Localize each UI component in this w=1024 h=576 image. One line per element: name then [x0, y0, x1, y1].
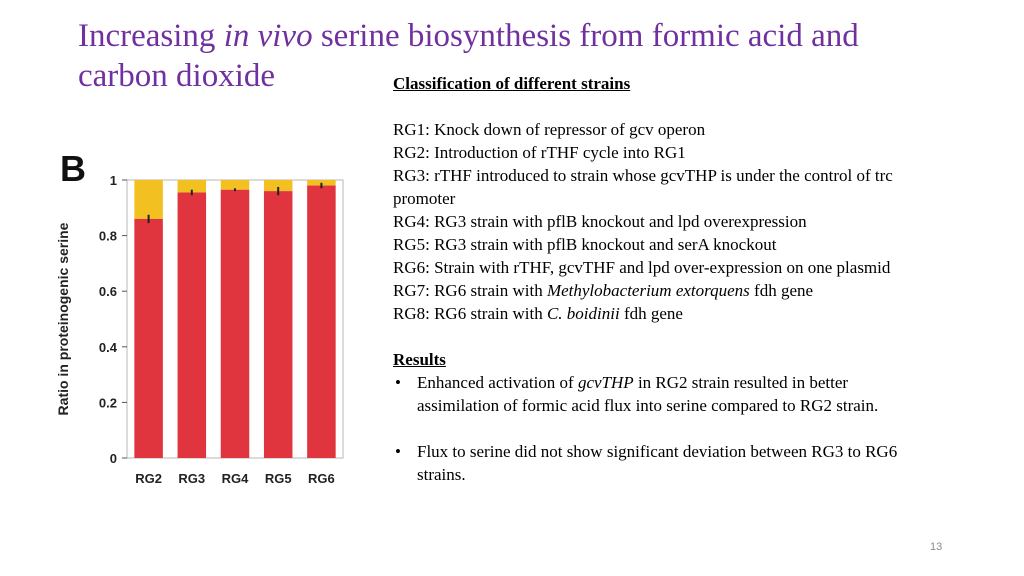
bar-remainder: [134, 180, 163, 219]
bar-remainder: [221, 180, 250, 190]
x-tick-label: RG6: [308, 471, 335, 486]
strain-rg8: RG8: RG6 strain with C. boidinii fdh gene: [393, 304, 683, 323]
strain-rg5: RG5: RG3 strain with pflB knockout and serA knockout: [393, 235, 777, 254]
result-bullet-1: • Enhanced activation of gcvTHP in RG2 strain resulted in better assimilation of formic acid flux into serine compared to RG2 strain.: [395, 373, 879, 415]
strain-rg4: RG4: RG3 strain with pflB knockout and lpd overexpression: [393, 212, 807, 231]
serine-ratio-chart: [50, 145, 350, 490]
results-heading: Results: [393, 350, 446, 369]
results-list: [393, 371, 933, 417]
title-part1: Increasing: [78, 18, 224, 54]
results-list-2: [393, 440, 933, 486]
strain-rg7: RG7: RG6 strain with Methylobacterium extorquens fdh gene: [393, 281, 814, 300]
page-number: 13: [930, 541, 943, 553]
y-tick-label: 0.4: [98, 339, 117, 355]
x-tick-label: RG2: [135, 471, 162, 486]
strain-rg6: RG6: Strain with rTHF, gcvTHF and lpd over-expression on one plasmid: [393, 258, 891, 277]
body-text: [393, 72, 933, 486]
bar: [221, 190, 250, 458]
y-tick-label: 0: [109, 451, 117, 466]
title-italic: in vivo: [223, 18, 313, 54]
bullet-icon: •: [395, 442, 401, 461]
y-tick-label: 1: [109, 173, 117, 188]
title-part2: serine biosynthesis from formic acid and carbon dioxide: [78, 18, 859, 94]
x-tick-label: RG4: [221, 471, 249, 486]
x-tick-label: RG3: [178, 471, 206, 486]
bar: [264, 191, 293, 458]
bullet-icon: •: [395, 373, 401, 392]
y-tick-label: 0.6: [98, 284, 117, 300]
y-axis-label: Ratio in proteinogenic serine: [55, 222, 71, 416]
strain-rg2: RG2: Introduction of rTHF cycle into RG1: [393, 143, 686, 162]
y-tick-label: 0.8: [98, 228, 117, 244]
y-tick-label: 0.2: [98, 395, 117, 411]
strain-rg3: RG3: rTHF introduced to strain whose gcvTHP is under the control of trc promoter: [393, 166, 893, 208]
classification-heading: Classification of different strains: [393, 74, 631, 93]
chart-svg: [50, 145, 350, 490]
bar: [178, 193, 207, 458]
x-tick-label: RG5: [264, 471, 292, 486]
bar: [307, 186, 336, 458]
panel-label: B: [60, 148, 86, 189]
bar: [134, 219, 163, 458]
result-bullet-2: • Flux to serine did not show significant deviation between RG3 to RG6 strains.: [395, 442, 898, 484]
strain-rg1: RG1: Knock down of repressor of gcv operon: [393, 120, 706, 139]
